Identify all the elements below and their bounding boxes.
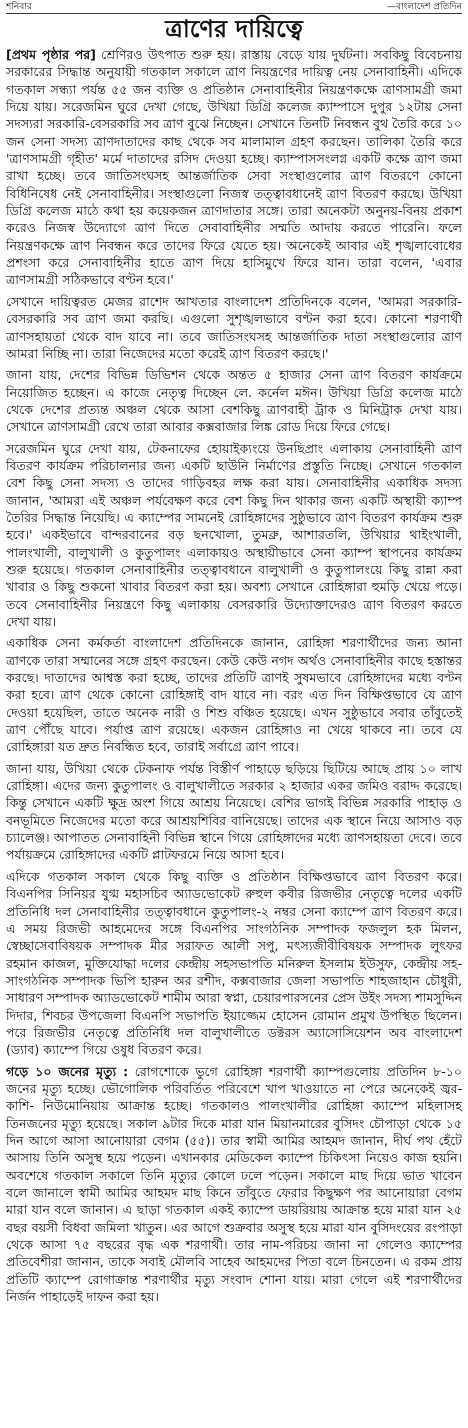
- subhead: গড়ে ১০ জনের মৃত্যু :: [6, 1063, 129, 1079]
- page-header: [6, 0, 462, 14]
- article-paragraph-1: [6, 46, 462, 289]
- article-paragraph-3: জানা যায়, দেশের বিভিন্ন ডিভিশন থেকে অন্তত ৫ হাজার সেনা ত্রাণ বিতরণ কার্যক্রমে নিয়োজিত হচ্ছেন। এ কাজে নেতৃত্ব দিচ্ছেন লে. কর্নেল মঈন। উখিয়া ডিগ্রি কলেজ মাঠে থেকে দেশের প্রত্যন্ত অঞ্চল থেকে আসা বেশকিছু ত্রাণবাহী ট্রাক ও মিনিট্রাক দেখা যায়। সেখানে ত্রাণসামগ্রী রেখে তারা আবার কক্সবাজার লিঙ্ক রোড দিয়ে ফিরে গেছে।: [6, 367, 462, 435]
- article-paragraph-7: এদিকে গতকাল সকাল থেকে কিছু ব্যক্তি ও প্রতিষ্ঠান বিক্ষিপ্তভাবে ত্রাণ বিতরণ করে। বিএনপির সিনিয়র যুগ্ম মহাসচিব অ্যাডভোকেট রুহুল কবীর রিজভীর নেতৃত্বে দলের একটি প্রতিনিধি দল সেনাবাহিনীর তত্ত্বাবধানে কুতুপালং-২ নম্বর সেনা ক্যাম্পে ত্রাণ বিতরণ করে। এ সময় রিজভী আহমেদের সঙ্গে বিএনপির সাংগঠনিক সম্পাদক ফজলুল হক মিলন, স্বেচ্ছাসেবাবিষয়ক সম্পাদক মীর সরাফত আলী সপু, মৎস্যজীবীবিষয়ক সম্পাদক লুৎফর রহমান কাজল, মুক্তিযোদ্ধা দলের কেন্দ্রীয় সহসভাপতি মনিরুল ইসলাম ইউসুফ, কেন্দ্রীয় সহ-সাংগঠনিক সম্পাদক ভিপি হারুন অর রশীদ, কক্সবাজার জেলা সভাপতি শাহজাহান চৌধুরী, সাধারণ সম্পাদক অ্যাডভোকেট শামীম আরা স্বপ্না, চেয়ারপারসনের প্রেস উইং সদস্য শামসুদ্দিন দিদার, শিবচর উপজেলা বিএনপি সভাপতি ইয়াজ্জেম হোসেন রোমান প্রমুখ উপস্থিত ছিলেন। পরে রিজভীর নেতৃত্বে প্রতিনিধি দল বালুখালীতে ডক্টরস অ্যাসোসিয়েশন অব বাংলাদেশ (ড্যাব) ক্যাম্পে গিয়ে ওষুধ বিতরণ করে।: [6, 868, 462, 1058]
- paragraph-text: শ্রেণিরও উৎপাত শুরু হয়। রাস্তায় বেড়ে যায় দুর্ঘটনা। সবকিছু বিবেচনায় সরকারের সিদ্ধান্ত অনুযায়ী গতকাল সকালে ত্রাণ নিয়ন্ত্রণের দায়িত্ব নেয় সেনাবাহিনী। এদিকে গতকাল সন্ধ্যা পর্যন্ত ৫৫ জন ব্যক্তি ও প্রতিষ্ঠান সেনাবাহিনীর নিয়ন্ত্রণকক্ষে ত্রাণসামগ্রী জমা দিয়ে যায়। সরেজমিন ঘুরে দেখা গেছে, উখিয়া ডিগ্রি কলেজ ক্যাম্পাসে দুপুর ১২টায় সেনা সদস্যরা সরকারি-বেসরকারি সব ত্রাণ বুঝে নিচ্ছেন। সেখানে তিনটি নিবন্ধন বুথ তৈরি করে ১০ জন সেনা সদস্য ত্রাণদাতাদের কাছ থেকে সব মালামাল গ্রহণ করছেন। তালিকা তৈরি করে 'ত্রাণসামগ্রী গৃহীত' মর্মে দাতাদের রসিদ দেওয়া হচ্ছে। ক্যাম্পাসসংলগ্ন একটি কক্ষে ত্রাণ জমা রাখা হচ্ছে। তবে জাতিসংঘসহ আন্তর্জাতিক সেবা সংস্থাগুলোর ত্রাণ বিতরণে কোনো বিধিনিষেধ নেই সেনাবাহিনীর। সংস্থাগুলো নিজস্ব তত্ত্বাবধানেই ত্রাণ বিতরণ করছে। উখিয়া ডিগ্রি কলেজ মাঠে কথা হয় কয়েকজন ত্রাণদাতার সঙ্গে। তারা অনেকটা অনুনয়-বিনয় প্রকাশ করেও নিজস্ব উদ্যোগে ত্রাণ দিতে সেবাবাহিনীর সম্মতি আদায় করতে পারেনি। ফলে নিয়ন্ত্রণকক্ষে ত্রাণ নিবন্ধন করে তাদের ফিরে যেতে হয়। অনেকেই আবার এই শৃঙ্খলাবোধের প্রশংসা করে সেনাবাহিনীর হাতে ত্রাণ দিয়ে হাসিমুখে ফিরে যান। তারা বলেন, 'এবার ত্রাণসামগ্রী সঠিকভাবে বণ্টন হবে।': [6, 47, 462, 288]
- paragraph-text: রোগশোকে ভুগে রোহিঙ্গা শরণার্থী ক্যাম্পগুলোয় প্রতিদিন ৮-১০ জনের মৃত্যু হচ্ছে। ভৌগোলিক পরিবর্তিত পরিবেশে খাপ খাওয়াতে না পেরে অনেকেই জ্বর-কাশি- নিউমোনিয়ায় আক্রান্ত হচ্ছে। গতকালও পালংখালীর রোহিঙ্গা ক্যাম্পে মহিলাসহ তিনজনের মৃত্যু হয়েছে। সকাল ৯টার দিকে মারা যান মিয়ানমারের বুসিদং চৌপাড়া থেকে ১৫ দিন আগে আসা আনোয়ারা বেগম (৫৫)। তার স্বামী আমির আহমদ জানান, দীর্ঘ পথ হেঁটে আসায় তিনি অসুস্থ হয়ে পড়েন। এখানকার মেডিকেল ক্যাম্পে চিকিৎসা নিয়েও কাজ হয়নি। অবশেষে গতকাল সকালে তিনি মৃত্যুর কোলে ঢলে পড়েন। সকালে মাছ দিয়ে ভাত খাবেন বলে জানালে স্বামী আমির আহমদ মাছ কিনে তাঁবুতে ফেরার কিছুক্ষণ পর আনোয়ারা বেগম মারা যান বলে জানান। এ ছাড়া গতকাল একই ক্যাম্পে ডায়রিয়ায় আক্রান্ত হয়ে মারা যান ২৫ বছর বয়সী বিধবা জমিলা খাতুন। এর আগে শুক্রবার অসুস্থ হয়ে মারা যান বুসিদংয়ের রংপাড়া থেকে আসা ৭৫ বছরের বৃদ্ধ এক শরণার্থী। তার নাম-পরিচয় জানা না গেলেও ক্যাম্পের প্রতিবেশীরা জানান, তাকে সবাই মৌলবি সাহেব আহমদের পিতা বলে চিনতেন। এ রকম প্রায় প্রতিটি ক্যাম্পে রোগাক্রান্ত শরণার্থীর মৃত্যু সংবাদ শোনা যায়। মারা গেলে এই শরণার্থীদের নির্জন পাহাড়েই দাফন করা হয়।: [6, 1063, 462, 1305]
- article-paragraph-6: জানা যায়, উখিয়া থেকে টেকনাফ পর্যন্ত বিস্তীর্ণ পাহাড়ে ছড়িয়ে ছিটিয়ে আছে প্রায় ১০ লাখ রোহিঙ্গা। এদের জন্য কুতুপালং ও বালুখালীতে সরকার ২ হাজার একর জমিও বরাদ্দ করেছে। কিন্তু সেখানে একটি ক্ষুদ্র অংশ গিয়ে আশ্রয় নিয়েছে। বেশির ভাগই বিভিন্ন সরকারি পাহাড় ও বনভূমিতে নিজেদের মতো করে আশ্রয়শিবির বানিয়েছে। তাদের এক স্থানে নিয়ে আসাও বড় চ্যালেঞ্জ। আপাতত সেনাবাহিনী বিভিন্ন স্থানে গিয়ে রোহিঙ্গাদের মধ্যে ত্রাণসহায়তা দেবে। তবে পর্যায়ক্রমে রোহিঙ্গাদের একটি প্লাটফরমে নিয়ে আসা হবে।: [6, 760, 462, 863]
- page-header-source: —বাংলাদেশ প্রতিদিন: [386, 2, 462, 12]
- article-paragraph-4: সরেজমিন ঘুরে দেখা যায়, টেকনাফের হোয়াইক্যংয়ে উনছিপ্রাং এলাকায় সেনাবাহিনী ত্রাণ বিতরণ কার্যক্রম পরিচালনার জন্য একটি ছাউনি নির্মাণের প্রস্তুতি নিচ্ছে। সেখানে গতকাল বেশ কিছু সেনা সদস্য ও তাদের গাড়িবহর লক্ষ করা যায়। সেনাবাহিনীর একাধিক সদস্য জানান, 'আমরা এই অঞ্চল পর্যবেক্ষণ করে বেশ কিছু দিন থাকার জন্য একটি অস্থায়ী ক্যাম্প তৈরির সিদ্ধান্ত নিয়েছি। এ ক্যাম্পের সামনেই রোহিঙ্গাদের সুষ্ঠুভাবে ত্রাণ বিতরণ কার্যক্রম শুরু হবে।' একইভাবে বান্দরবানের বড় ছনখোলা, তুমব্রু, আশারতলি, উখিয়ার থাইংখালী, পালংখালী, বালুখালী ও কুতুপালং এলাকায়ও অস্থায়ীভাবে সেনা ক্যাম্প স্থাপনের কার্যক্রম শুরু হয়েছে। গতকাল সেনাবাহিনীর তত্ত্বাবধানে বালুখালী ও কুতুপালংয়ে কিছু রান্না করা খাবার ও কিছু শুকনো খাবার বিতরণ করা হয়। অবশ্য সেখানে রোহিঙ্গারা হুমড়ি খেয়ে পড়ে। তবে সেনাবাহিনীর নিয়ন্ত্রণে কিছু এলাকায় বেসরকারি উদ্যোক্তাদেরও ত্রাণ বিতরণ করতে দেখা যায়।: [6, 440, 462, 629]
- page-header-day: শনিবার: [6, 2, 32, 12]
- continued-label: [প্রথম পৃষ্ঠার পর]: [6, 47, 96, 62]
- article-paragraph-2: সেখানে দায়িত্বরত মেজর রাশেদ আখতার বাংলাদেশ প্রতিদিনকে বলেন, 'আমরা সরকারি-বেসরকারি সব ত্রাণ জমা করছি। এগুলো সুশৃঙ্খলভাবে বণ্টন করা হবে। কোনো শরণার্থী ত্রাণসহায়তা থেকে বাদ যাবে না। তবে জাতিসংঘসহ আন্তর্জাতিক দাতা সংস্থাগুলোর ত্রাণ আমরা নিচ্ছি না। তারা নিজেদের মতো করেই ত্রাণ বিতরণ করছে।': [6, 293, 462, 361]
- article-paragraph-5: একাধিক সেনা কর্মকর্তা বাংলাদেশ প্রতিদিনকে জানান, রোহিঙ্গা শরণার্থীদের জন্য আনা ত্রাণকে তারা সম্মানের সঙ্গে গ্রহণ করছেন। কেউ কেউ নগদ অর্থও সেনাবাহিনীর কাছে হস্তান্তর করছে। দাতাদের আশ্বস্ত করা হচ্ছে, তাদের প্রতিটি ত্রাণই সুষমভাবে রোহিঙ্গাদের মধ্যে বণ্টন করা হবে। ত্রাণ থেকে কোনো রোহিঙ্গাই বাদ যাবে না। বরং এত দিন বিক্ষিপ্তভাবে যে ত্রাণ দেওয়া হয়েছিল, তাতে অনেক নারী ও শিশু বঞ্চিত হয়েছে। এখন সুষ্ঠুভাবে সবার তাঁবুতেই ত্রাণ পৌঁছে যাবে। পর্যাপ্ত ত্রাণ রয়েছে। একজন রোহিঙ্গাও না খেয়ে থাকবে না। তবে যে রোহিঙ্গারা যত দ্রুত নিবন্ধিত হবে, তারাই সর্বাগ্রে ত্রাণ পাবে।: [6, 635, 462, 755]
- article-paragraph-8: [6, 1063, 462, 1306]
- article-headline: ত্রাণের দায়িত্বে: [165, 14, 303, 43]
- article-body: [6, 46, 462, 1305]
